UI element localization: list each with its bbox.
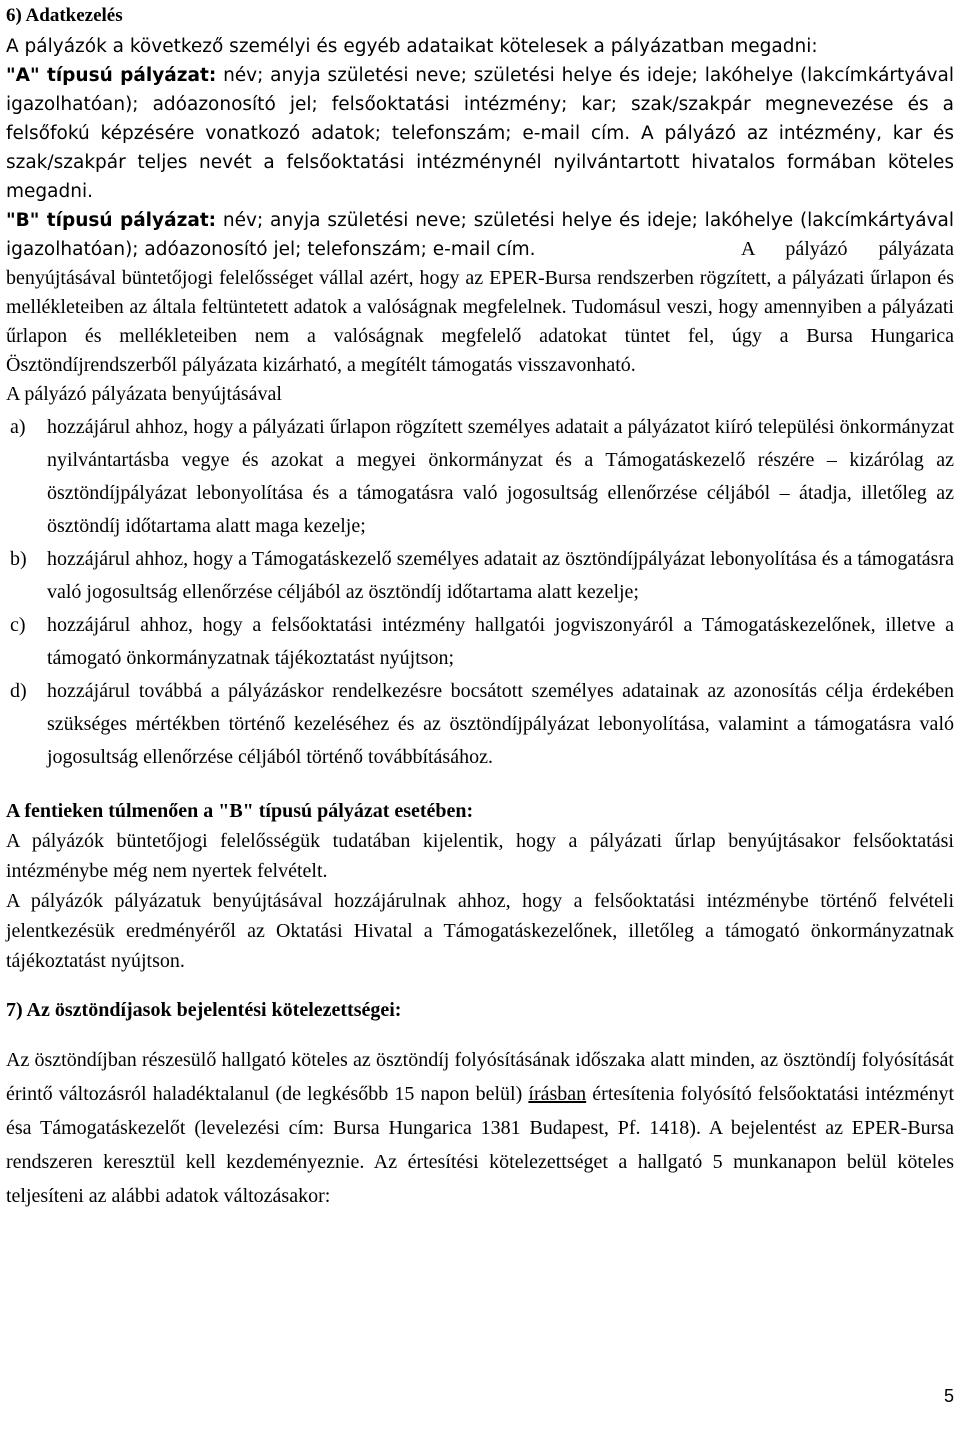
- section-7-paragraph: [6, 1043, 954, 1213]
- type-a-label: "A" típusú pályázat:: [6, 65, 217, 86]
- list-item: [6, 411, 954, 543]
- section-7-text-after: értesítenia folyósító felsőoktatási intézményt ésa Támogatáskezelőt (levelezési cím: Bursa Hungarica 1381 Budapest, Pf. 1418). A bejelentést az EPER-Bursa rendszeren keresztül kell kezdeményeznie. Az értesítési kötelezettséget a hallgató 5 munkanapon belül köteles teljesíteni az alábbi adatok változásakor:: [6, 1083, 954, 1207]
- list-marker: b): [10, 548, 27, 570]
- type-b-extra-heading: A fentieken túlmenően a "B" típusú pályázat esetében:: [6, 800, 474, 822]
- intro-text: A pályázók a következő személyi és egyéb adataikat kötelesek a pályázatban megadni:: [6, 36, 818, 57]
- page-number: 5: [943, 1386, 954, 1406]
- list-item: [6, 609, 954, 675]
- list-item-text: hozzájárul ahhoz, hogy a pályázati űrlapon rögzített személyes adatait a pályázatot kiíró települési önkormányzat nyilvántartásba vegye és azokat a megyei önkormányzat és a Támogatáskezelő részére – kizárólag az ösztöndíjpályázat lebonyolítása és a támogatásra való jogosultság ellenőrzése céljából – átadja, illetőleg az ösztöndíj időtartama alatt maga kezelje;: [47, 416, 954, 537]
- list-marker: d): [10, 680, 27, 702]
- section-6-heading: 6) Adatkezelés: [6, 5, 123, 26]
- type-a-text: név; anyja születési neve; születési helye és ideje; lakóhelye (lakcímkártyával igazolhatóan); adóazonosító jel; felsőoktatási intézmény; kar; szak/szakpár megnevezése és a felsőfokú képzésére vonatkozó adatok; telefonszám; e-mail cím. A pályázó az intézmény, kar és szak/szakpár teljes nevét a felsőoktatási intézménynél nyilvántartott hivatalos formában köteles megadni.: [6, 65, 954, 202]
- document-page: [6, 0, 954, 1213]
- list-item-text: hozzájárul továbbá a pályázáskor rendelkezésre bocsátott személyes adatainak az azonosítás célja érdekében szükséges mértékben történő kezeléséhez és az ösztöndíjpályázat lebonyolítása, valamint a támogatásra való jogosultság ellenőrzése céljából történő továbbításához.: [47, 680, 954, 768]
- list-marker: c): [10, 614, 26, 636]
- responsibility-paragraph: A pályázó pályázata benyújtásával büntetőjogi felelősséget vállal azért, hogy az EPER-Bursa rendszerben rögzített, a pályázati űrlapon és mellékleteiben az általa feltüntetett adatok a valóságnak megfelelnek. Tudomásul veszi, hogy amennyiben a pályázati űrlapon és mellékleteiben nem a valóságnak megfelelő adatokat tüntet fel, úgy a Bursa Hungarica Ösztöndíjrendszerből pályázata kizárható, a megítélt támogatás visszavonható.: [6, 238, 954, 376]
- list-item: [6, 675, 954, 774]
- section-6-intro: [6, 32, 954, 264]
- section-7-heading: 7) Az ösztöndíjasok bejelentési kötelezettségei:: [6, 999, 402, 1021]
- type-b-extra-paragraph-2: A pályázók pályázatuk benyújtásával hozzájárulnak ahhoz, hogy a felsőoktatási intézménybe történő felvételi jelentkezésük eredményéről az Oktatási Hivatal a Támogatáskezelőnek, illetőleg a támogató önkormányzatnak tájékoztatást nyújtson.: [6, 890, 954, 972]
- consent-list: [6, 411, 954, 774]
- type-b-extra-paragraph-1: A pályázók büntetőjogi felelősségük tudatában kijelentik, hogy a pályázati űrlap benyújtásakor felsőoktatási intézménybe még nem nyertek felvételt.: [6, 830, 954, 882]
- section-7-underlined-word: írásban: [528, 1083, 587, 1105]
- section-7-text-before: Az ösztöndíjban részesülő hallgató köteles az ösztöndíj folyósításának időszaka alatt minden, az ösztöndíj folyósítását érintő változásról haladéktalanul (de legkésőbb 15 napon belül): [6, 1049, 954, 1105]
- list-item: [6, 543, 954, 609]
- list-item-text: hozzájárul ahhoz, hogy a felsőoktatási intézmény hallgatói jogviszonyáról a Támogatáskezelőnek, illetve a támogató önkormányzatnak tájékoztatást nyújtson;: [47, 614, 954, 669]
- type-b-text: név; anyja születési neve; születési helye és ideje; lakóhelye (lakcímkártyával igazolhatóan); adóazonosító jel; telefonszám; e-mail cím.: [6, 210, 954, 260]
- list-intro: A pályázó pályázata benyújtásával: [6, 383, 282, 405]
- list-item-text: hozzájárul ahhoz, hogy a Támogatáskezelő személyes adatait az ösztöndíjpályázat lebonyolítása és a támogatásra való jogosultság ellenőrzése céljából az ösztöndíj időtartama alatt kezelje;: [47, 548, 954, 603]
- list-marker: a): [10, 416, 26, 438]
- type-b-label: "B" típusú pályázat:: [6, 210, 217, 231]
